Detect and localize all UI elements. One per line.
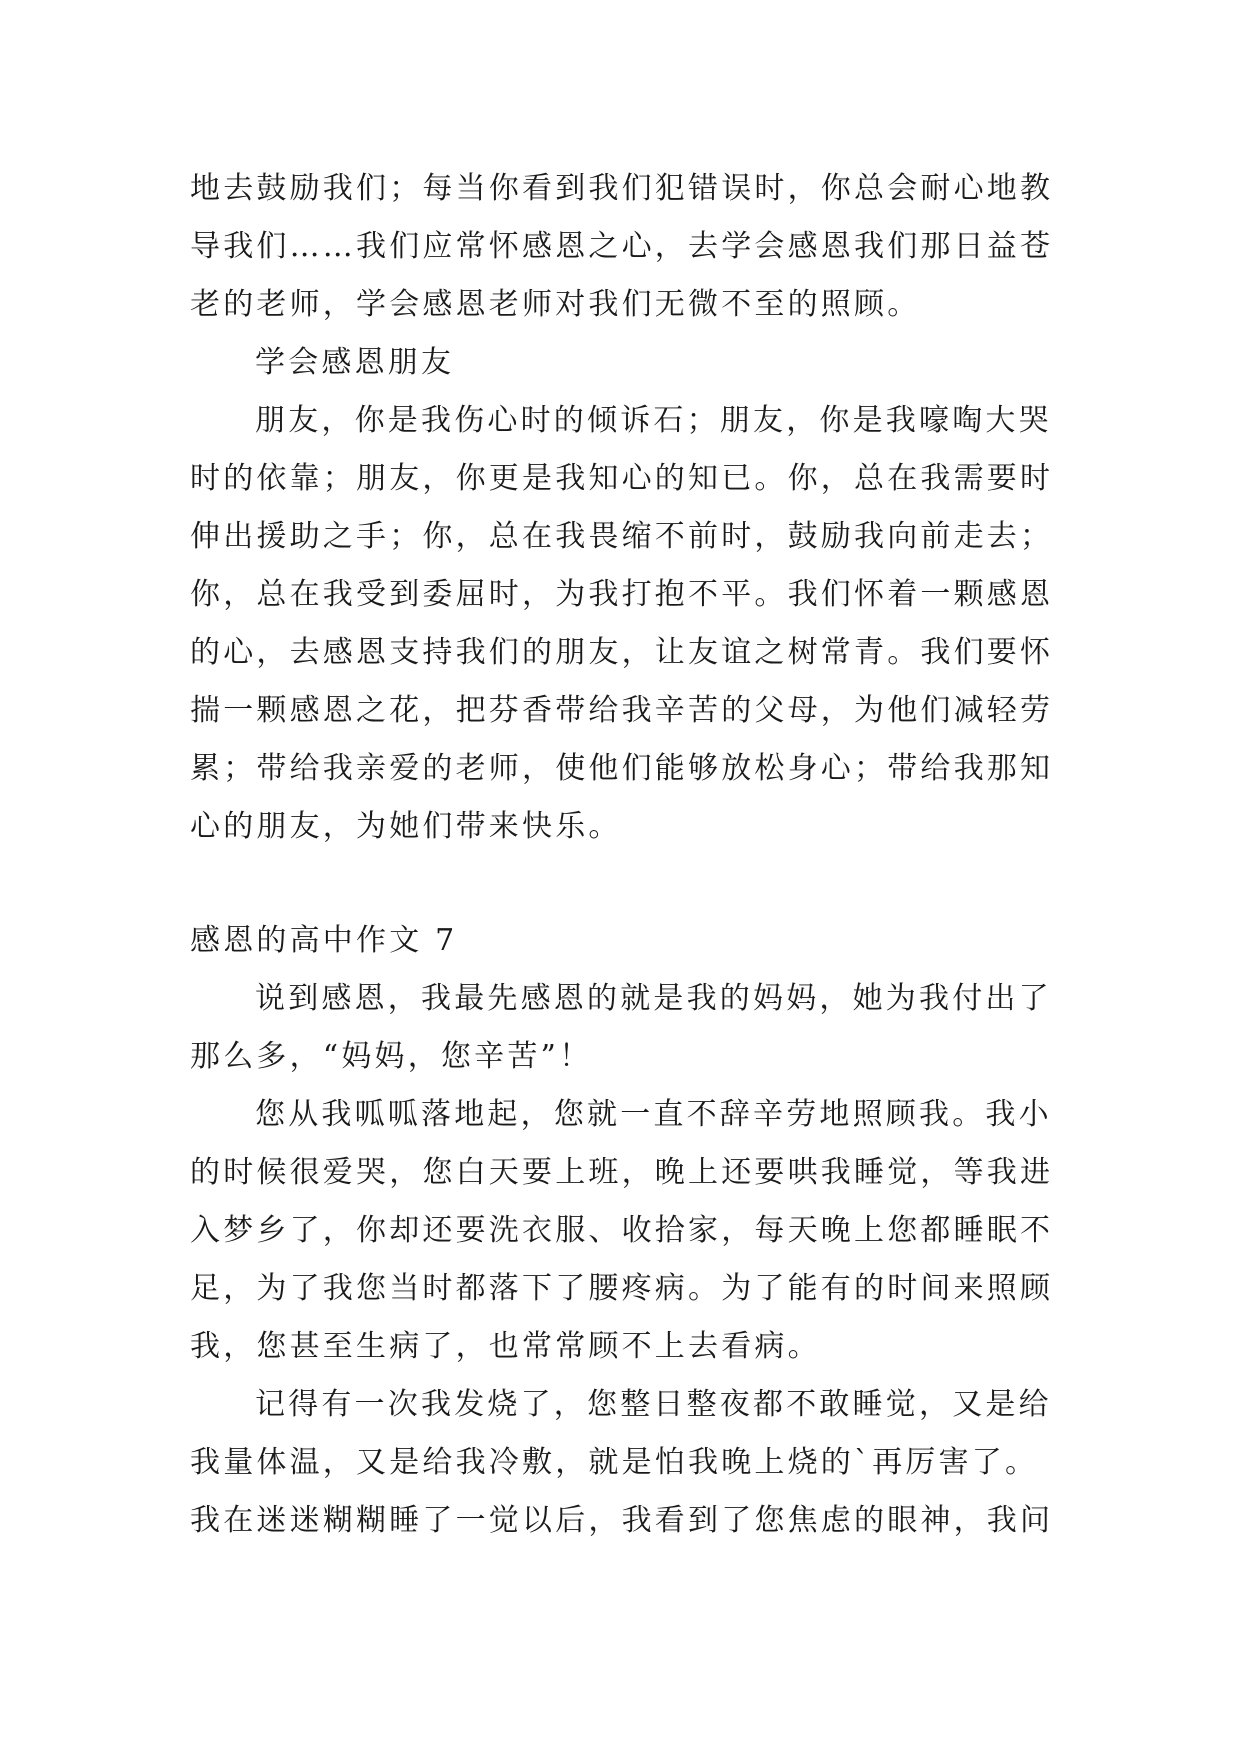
essay-title: 感恩的高中作文 7 — [190, 923, 458, 958]
text-line: 导我们……我们应常怀感恩之心，去学会感恩我们那日益苍 — [190, 229, 1054, 264]
text-line: 记得有一次我发烧了，您整日整夜都不敢睡觉，又是给 — [255, 1387, 1052, 1422]
text-line: 地去鼓励我们；每当你看到我们犯错误时，你总会耐心地教 — [190, 171, 1054, 206]
text-line: 你，总在我受到委屈时，为我打抱不平。我们怀着一颗感恩 — [190, 577, 1054, 612]
text-line: 伸出援助之手；你，总在我畏缩不前时，鼓励我向前走去； — [190, 519, 1054, 554]
text-line: 累；带给我亲爱的老师，使他们能够放松身心；带给我那知 — [190, 751, 1054, 786]
text-line: 入梦乡了，你却还要洗衣服、收拾家，每天晚上您都睡眠不 — [190, 1213, 1054, 1248]
text-line: 说到感恩，我最先感恩的就是我的妈妈，她为我付出了 — [255, 981, 1052, 1016]
text-line: 朋友，你是我伤心时的倾诉石；朋友，你是我嚎啕大哭 — [255, 403, 1052, 438]
text-line: 心的朋友，为她们带来快乐。 — [190, 809, 622, 844]
text-line: 我量体温，又是给我冷敷，就是怕我晚上烧的`再厉害了。 — [190, 1445, 1039, 1480]
text-line: 我在迷迷糊糊睡了一觉以后，我看到了您焦虑的眼神，我问 — [190, 1503, 1054, 1538]
text-line: 时的依靠；朋友，你更是我知心的知已。你，总在我需要时 — [190, 461, 1054, 496]
text-line: 的时候很爱哭，您白天要上班，晚上还要哄我睡觉，等我进 — [190, 1155, 1054, 1190]
text-line: 足，为了我您当时都落下了腰疼病。为了能有的时间来照顾 — [190, 1271, 1054, 1306]
text-line: 揣一颗感恩之花，把芬香带给我辛苦的父母，为他们减轻劳 — [190, 693, 1054, 728]
text-line: 您从我呱呱落地起，您就一直不辞辛劳地照顾我。我小 — [255, 1097, 1052, 1132]
section-heading: 学会感恩朋友 — [255, 345, 455, 380]
text-line: 的心，去感恩支持我们的朋友，让友谊之树常青。我们要怀 — [190, 635, 1054, 670]
text-line: 那么多，“妈妈，您辛苦”！ — [190, 1039, 593, 1074]
text-line: 我，您甚至生病了，也常常顾不上去看病。 — [190, 1329, 821, 1364]
text-line: 老的老师，学会感恩老师对我们无微不至的照顾。 — [190, 287, 921, 322]
